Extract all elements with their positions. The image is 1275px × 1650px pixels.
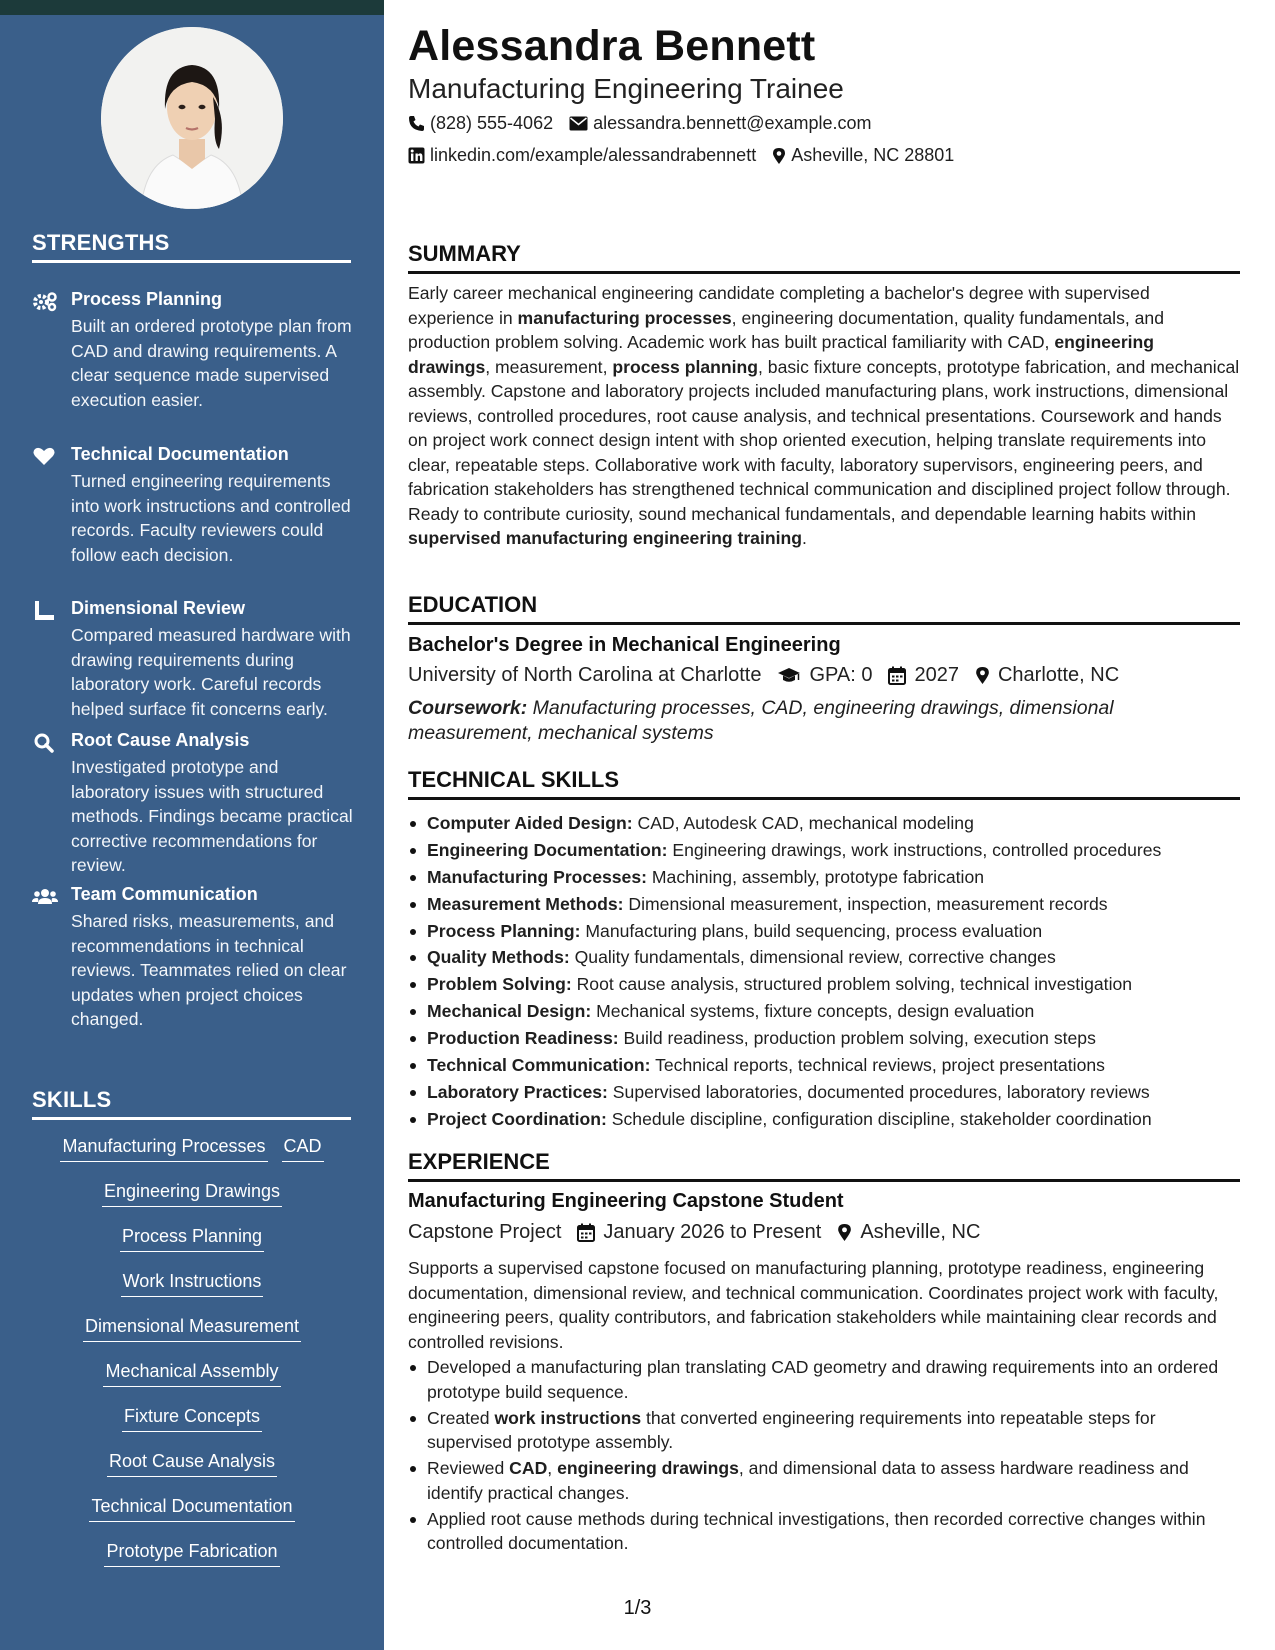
heart-icon [32,446,58,468]
skill-chip-row [32,1496,352,1522]
profile-photo [101,27,283,209]
linkedin-contact[interactable] [408,145,756,166]
skill-chip: Dimensional Measurement [83,1316,301,1342]
skill-chip: Manufacturing Processes [60,1136,267,1162]
map-pin-icon [837,1223,852,1242]
page-number: 1/3 [623,1597,652,1619]
list-item: Quality Methods: Quality fundamentals, dimensional review, corrective changes [408,944,1240,971]
strength-description: Shared risks, measurements, and recommendations in technical reviews. Teammates relied on clear updates when project choices changed. [71,911,347,1029]
strength-description: Compared measured hardware with drawing requirements during laboratory work. Careful records helped surface fit concerns early. [71,625,351,719]
organization: Capstone Project [408,1221,562,1243]
skill-chip: Process Planning [120,1226,264,1252]
date-range: January 2026 to Present [577,1221,821,1244]
skill-chip-row [32,1541,352,1567]
skill-chip-row [32,1271,352,1297]
skills-heading: SKILLS [32,1087,351,1120]
strength-title: Technical Documentation [71,444,289,464]
coursework: Coursework: Manufacturing processes, CAD, engineering drawings, dimensional measurement, mechanical systems [408,697,1114,744]
map-pin-icon [975,666,990,685]
linkedin-url: linkedin.com/example/alessandrabennett [430,145,757,165]
skill-chip-row [32,1406,352,1432]
list-item: Engineering Documentation: Engineering drawings, work instructions, controlled procedures [408,837,1240,864]
strength-description: Built an ordered prototype plan from CAD and drawing requirements. A clear sequence made supervised execution easier. [71,316,352,410]
summary-text: Early career mechanical engineering candidate completing a bachelor's degree with supervised experience in manufacturing processes, engineering documentation, quality fundamentals, and production problem solving. Academic work has built practical familiarity with CAD, engineering drawings, measurement, process planning, basic fixture concepts, prototype fabrication, and mechanical assembly. Capstone and laboratory projects included manufacturing plans, work instructions, dimensional reviews, controlled procedures, root cause analysis, and technical presentations. Coursework and hands on project work connect design intent with shop oriented execution, helping translate requirements into clear, repeatable steps. Collaborative work with faculty, laboratory supervisors, engineering peers, and fabrication stakeholders has strengthened technical communication and disciplined project follow through. Ready to contribute curiosity, sound mechanical fundamentals, and dependable learning habits within supervised manufacturing engineering training. [408,283,1240,548]
list-item: Production Readiness: Build readiness, production problem solving, execution steps [408,1025,1240,1052]
users-icon [32,886,58,908]
list-item: Developed a manufacturing plan translating CAD geometry and drawing requirements into an ordered prototype build sequence. [408,1355,1240,1404]
skill-chip-row [32,1181,352,1207]
education-location: Charlotte, NC [975,664,1119,687]
list-item: Measurement Methods: Dimensional measurement, inspection, measurement records [408,891,1240,918]
sidebar [0,15,384,1650]
role-description: Supports a supervised capstone focused on manufacturing planning, prototype readiness, engineering documentation, dimensional review, and technical communication. Coordinates project work with faculty, engineering peers, quality contributors, and fabrication stakeholders while maintaining clear records and controlled revisions. [408,1258,1219,1352]
skill-chip: Work Instructions [121,1271,264,1297]
skill-chip-row [32,1226,352,1252]
graduation-cap-icon [777,667,801,685]
school-name: University of North Carolina at Charlotte [408,664,762,686]
skill-chip: Root Cause Analysis [107,1451,277,1477]
list-item: Problem Solving: Root cause analysis, structured problem solving, technical investigation [408,971,1240,998]
skill-chip-row [32,1361,352,1387]
list-item: Created work instructions that converted engineering requirements into repeatable steps for supervised prototype assembly. [408,1406,1240,1455]
experience-location: Asheville, NC [837,1221,980,1244]
job-title: Manufacturing Engineering Trainee [408,73,844,104]
list-item: Project Coordination: Schedule discipline, configuration discipline, stakeholder coordination [408,1106,1240,1133]
skill-chip: Prototype Fabrication [104,1541,279,1567]
calendar-icon [888,666,906,685]
education-meta [408,664,1135,687]
gears-icon [32,291,58,313]
list-item: Manufacturing Processes: Machining, assembly, prototype fabrication [408,864,1240,891]
email-contact[interactable] [569,113,871,134]
calendar-icon [577,1223,595,1242]
skill-chip-row [32,1316,352,1342]
list-item: Computer Aided Design: CAD, Autodesk CAD, mechanical modeling [408,810,1240,837]
phone-contact[interactable] [408,113,553,134]
contact-row [408,145,970,166]
strength-description: Investigated prototype and laboratory issues with structured methods. Findings became practical corrective recommendations for review. [71,757,353,875]
skill-chip: CAD [282,1136,324,1162]
top-accent-bar [0,0,384,15]
degree-title: Bachelor's Degree in Mechanical Engineering [408,634,841,656]
linkedin-icon [408,147,425,164]
gpa: GPA: 0 [777,664,872,687]
skill-chip-row [32,1451,352,1477]
location-contact [772,145,954,166]
contact-row [408,113,888,134]
candidate-name: Alessandra Bennett [408,22,816,70]
strength-title: Team Communication [71,884,258,904]
envelope-icon [569,116,588,131]
map-pin-icon [772,147,786,165]
ruler-icon [32,600,58,622]
skill-chip-row [32,1136,352,1162]
phone-number: (828) 555-4062 [430,113,554,133]
skill-chip: Technical Documentation [89,1496,294,1522]
list-item: Laboratory Practices: Supervised laboratories, documented procedures, laboratory reviews [408,1079,1240,1106]
search-icon [32,732,58,754]
strength-title: Process Planning [71,289,223,309]
list-item: Reviewed CAD, engineering drawings, and dimensional data to assess hardware readiness and identify practical changes. [408,1456,1240,1505]
strength-title: Root Cause Analysis [71,730,250,750]
location-text: Asheville, NC 28801 [791,145,955,165]
summary-heading: SUMMARY [408,241,1240,274]
technical-skills-list [408,810,1240,1133]
skill-chip: Fixture Concepts [122,1406,262,1432]
list-item: Applied root cause methods during technical investigations, then recorded corrective changes within controlled documentation. [408,1507,1240,1556]
graduation-year: 2027 [888,664,959,687]
experience-heading: EXPERIENCE [408,1149,1240,1182]
strength-description: Turned engineering requirements into work instructions and controlled records. Faculty reviewers could follow each decision. [71,471,351,565]
experience-meta [408,1221,996,1244]
list-item: Technical Communication: Technical reports, technical reviews, project presentations [408,1052,1240,1079]
skill-chip: Engineering Drawings [102,1181,282,1207]
phone-icon [408,115,425,132]
technical-skills-heading: TECHNICAL SKILLS [408,767,1240,800]
education-heading: EDUCATION [408,592,1240,625]
experience-bullets [408,1355,1240,1557]
strength-title: Dimensional Review [71,598,246,618]
strengths-heading: STRENGTHS [32,230,351,263]
skill-chip: Mechanical Assembly [103,1361,280,1387]
list-item: Process Planning: Manufacturing plans, build sequencing, process evaluation [408,918,1240,945]
role-title: Manufacturing Engineering Capstone Student [408,1190,844,1212]
email-address: alessandra.bennett@example.com [593,113,872,133]
list-item: Mechanical Design: Mechanical systems, fixture concepts, design evaluation [408,998,1240,1025]
